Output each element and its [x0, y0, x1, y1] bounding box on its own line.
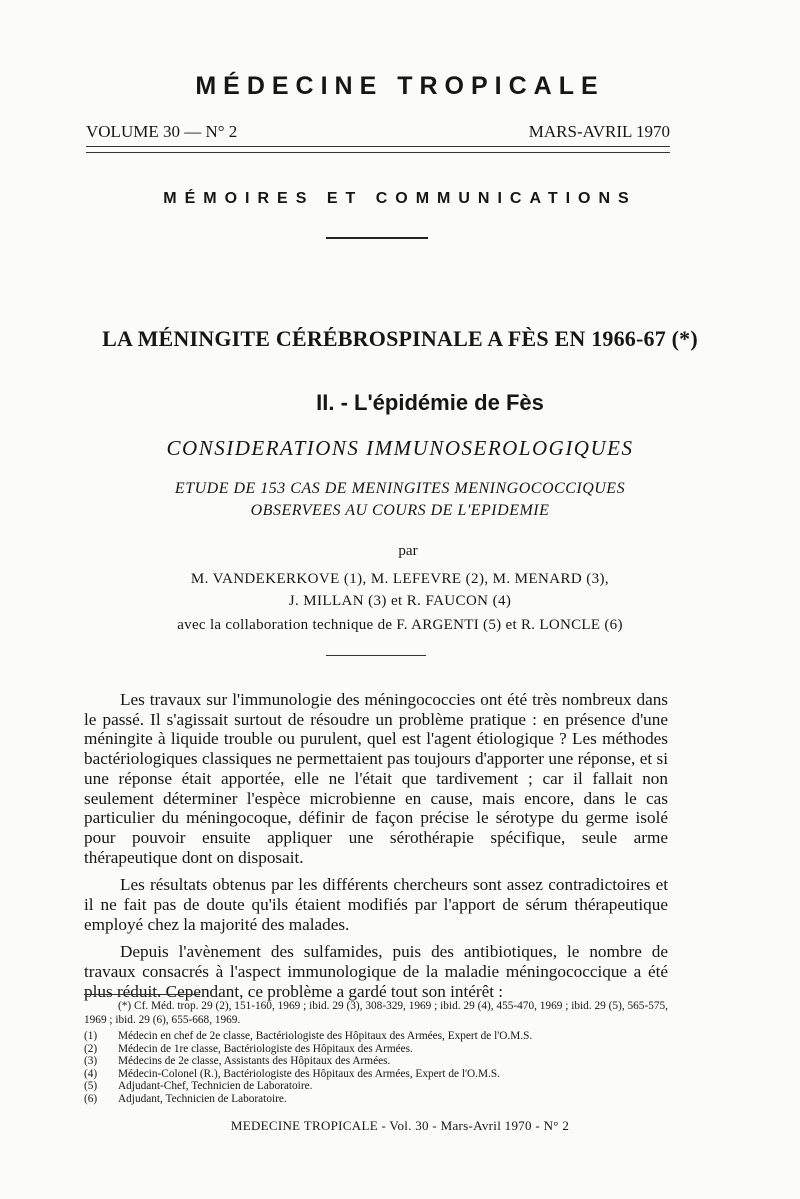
footnote-number: (6)	[84, 1092, 98, 1105]
article-title: LA MÉNINGITE CÉRÉBROSPINALE A FÈS EN 1966-67 (*)	[102, 326, 698, 351]
body-paragraph: Depuis l'avènement des sulfamides, puis des antibiotiques, le nombre de travaux consacrés à l'aspect immunologique de la maladie méningococcique a été plus réduit. Cependant, ce problème a gardé tout son intérêt :	[84, 942, 668, 1001]
footnote-number: (4)	[84, 1067, 98, 1080]
footnote-item	[84, 1030, 668, 1043]
footnote-number: (5)	[84, 1080, 98, 1093]
footnote-rule	[84, 994, 200, 995]
header-double-rule	[86, 146, 670, 153]
footnote-text: Médecin de 1re classe, Bactériologiste des Hôpitaux des Armées.	[118, 1042, 413, 1055]
part-title: II. - L'épidémie de Fès	[316, 390, 544, 415]
page-footer: MEDECINE TROPICALE - Vol. 30 - Mars-Avril 1970 - N° 2	[230, 1118, 570, 1133]
byline-par: par	[398, 543, 418, 559]
footnote-text: Médecin en chef de 2e classe, Bactériologiste des Hôpitaux des Armées, Expert de l'O.M.S.	[118, 1030, 533, 1042]
authors-line: M. VANDEKERKOVE (1), M. LEFEVRE (2), M. MENARD (3),	[190, 571, 610, 587]
footnote-number: (3)	[84, 1055, 98, 1068]
byline-rule	[326, 655, 426, 656]
section-title: MÉMOIRES ET COMMUNICATIONS	[163, 190, 637, 207]
footnote-item	[84, 1043, 668, 1056]
issue-date: MARS-AVRIL 1970	[528, 122, 670, 141]
footnote-item	[84, 1055, 668, 1068]
footnote-text: Médecins de 2e classe, Assistants des Hôpitaux des Armées.	[118, 1055, 391, 1068]
volume-number: VOLUME 30 — N° 2	[86, 122, 238, 141]
study-description	[0, 478, 800, 522]
authors	[0, 568, 800, 612]
collaboration-line: avec la collaboration technique de F. ARGENTI (5) et R. LONCLE (6)	[177, 617, 623, 633]
body-paragraph: Les résultats obtenus par les différents chercheurs sont assez contradictoires et il ne fait pas de doute qu'ils étaient modifiés par l'apport de sérum thérapeutique employé chez la majorité des malades.	[84, 875, 668, 934]
section-rule	[326, 237, 428, 239]
article-body	[84, 690, 668, 1010]
footnote-text: Adjudant-Chef, Technicien de Laboratoire.	[118, 1080, 313, 1093]
journal-title: MÉDECINE TROPICALE	[195, 72, 605, 100]
footnote-item	[84, 1080, 668, 1093]
footnote-star: (*) Cf. Méd. trop. 29 (2), 151-160, 1969 ; ibid. 29 (3), 308-329, 1969 ; ibid. 29 (4), 455-470, 1969 ; ibid. 29 (5), 565-575, 1969 ; ibid. 29 (6), 655-668, 1969.	[84, 1000, 668, 1026]
footnote-number: (2)	[84, 1042, 98, 1055]
authors-line: J. MILLAN (3) et R. FAUCON (4)	[288, 593, 512, 609]
body-paragraph: Les travaux sur l'immunologie des méningococcies ont été très nombreux dans le passé. Il s'agissait surtout de résoudre un problème pratique : en présence d'une méningite à liquide trouble ou purulent, quel est l'agent étiologique ? Les méthodes bactériologiques classiques ne permettaient pas toujours d'apporter une réponse, et si une réponse était apportée, elle ne l'était que tardivement ; car il fallait non seulement déterminer l'espèce microbienne en cause, mais encore, dans le cas particulier du méningocoque, définir de façon précise le sérotype du germe isolé pour pouvoir ensuite appliquer une sérothérapie spécifique, seule arme thérapeutique dont on disposait.	[84, 690, 668, 867]
footnote-item	[84, 1093, 668, 1106]
footnote-number: (1)	[84, 1030, 98, 1042]
footnote-item	[84, 1068, 668, 1081]
footnote-text: Médecin-Colonel (R.), Bactériologiste des Hôpitaux des Armées, Expert de l'O.M.S.	[118, 1067, 500, 1080]
article-subtitle: CONSIDERATIONS IMMUNOSEROLOGIQUES	[166, 436, 634, 460]
footnote-list	[84, 1030, 668, 1106]
study-line: ETUDE DE 153 CAS DE MENINGITES MENINGOCOCCIQUES	[174, 480, 626, 497]
footnote-text: Adjudant, Technicien de Laboratoire.	[118, 1092, 287, 1105]
study-line: OBSERVEES AU COURS DE L'EPIDEMIE	[250, 502, 550, 519]
